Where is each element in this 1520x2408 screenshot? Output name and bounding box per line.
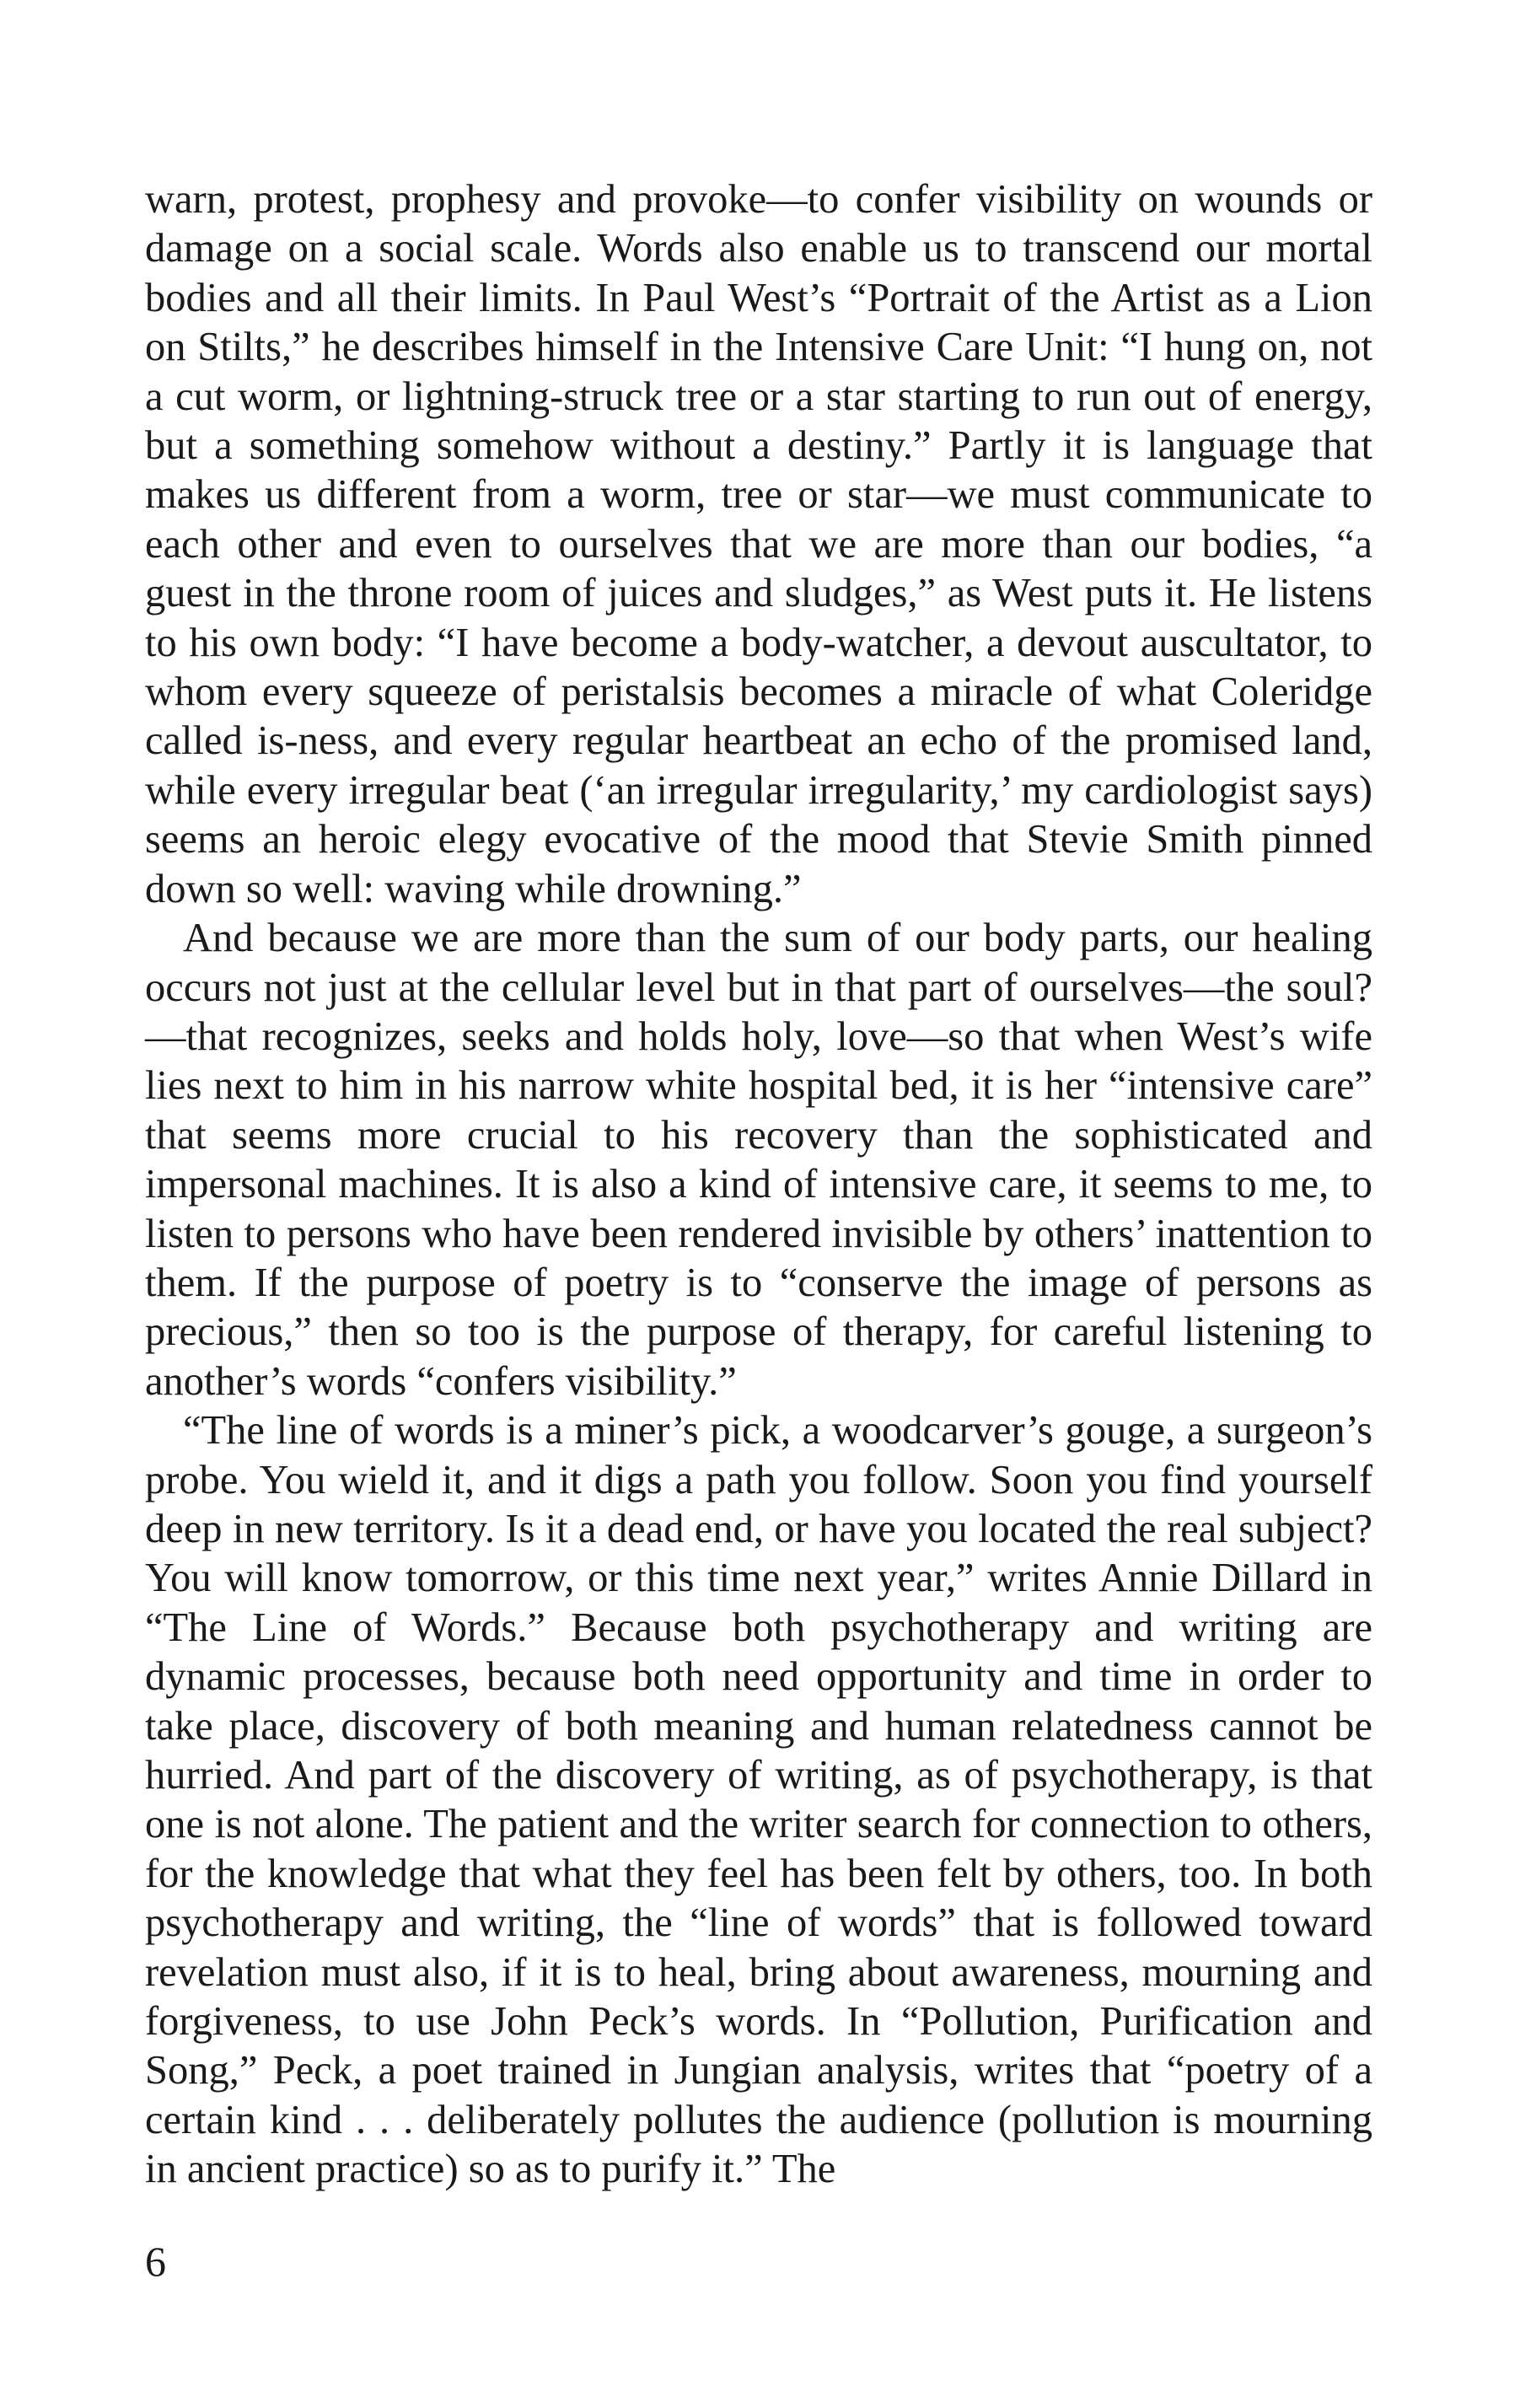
body-text <box>145 175 1372 2195</box>
page-number: 6 <box>145 2238 166 2285</box>
paragraph-1: warn, protest, prophesy and provoke—to confer visibility on wounds or damage on a social scale. Words also enable us to transcend our mortal bodies and all their limits. In Paul West’s “Portrait of the Artist as a Lion on Stilts,” he describes himself in the Intensive Care Unit: “I hung on, not a cut worm, or lightning-struck tree or a star starting to run out of energy, but a something somehow without a destiny.” Partly it is language that makes us different from a worm, tree or star—we must communicate to each other and even to ourselves that we are more than our bodies, “a guest in the throne room of juices and sludges,” as West puts it. He listens to his own body: “I have become a body-watcher, a devout auscultator, to whom every squeeze of peristalsis becomes a miracle of what Coleridge called is-ness, and every regular heartbeat an echo of the promised land, while every irregular beat (‘an irregular irregularity,’ my cardiologist says) seems an heroic elegy evocative of the mood that Stevie Smith pinned down so well: waving while drowning.” <box>145 177 1372 911</box>
paragraph-3: “The line of words is a miner’s pick, a woodcarver’s gouge, a surgeon’s probe. You wield it, and it digs a path you follow. Soon you find yourself deep in new territory. Is it a dead end, or have you located the real subject? You will know tomorrow, or this time next year,” writes Annie Dillard in “The Line of Words.” Because both psychotherapy and writing are dynamic processes, because both need opportunity and time in order to take place, discovery of both meaning and human relatedness cannot be hurried. And part of the discovery of writing, as of psychotherapy, is that one is not alone. The patient and the writer search for connection to others, for the knowledge that what they feel has been felt by others, too. In both psychotherapy and writing, the “line of words” that is followed toward revelation must also, if it is to heal, bring about awareness, mourning and forgiveness, to use John Peck’s words. In “Pollution, Purification and Song,” Peck, a poet trained in Jungian analysis, writes that “poetry of a certain kind . . . deliberately pollutes the audience (pollution is mourning in ancient practice) so as to purify it.” The <box>145 1408 1372 2192</box>
paragraph-2: And because we are more than the sum of our body parts, our healing occurs not just at the cellular level but in that part of ourselves—the soul?—that recognizes, seeks and holds holy, love—so that when West’s wife lies next to him in his narrow white hospital bed, it is her “intensive care” that seems more crucial to his recovery than the sophisticated and impersonal machines. It is also a kind of intensive care, it seems to me, to listen to persons who have been rendered invisible by others’ inattention to them. If the purpose of poetry is to “conserve the image of persons as precious,” then so too is the purpose of therapy, for careful listening to another’s words “confers visibility.” <box>145 916 1372 1404</box>
